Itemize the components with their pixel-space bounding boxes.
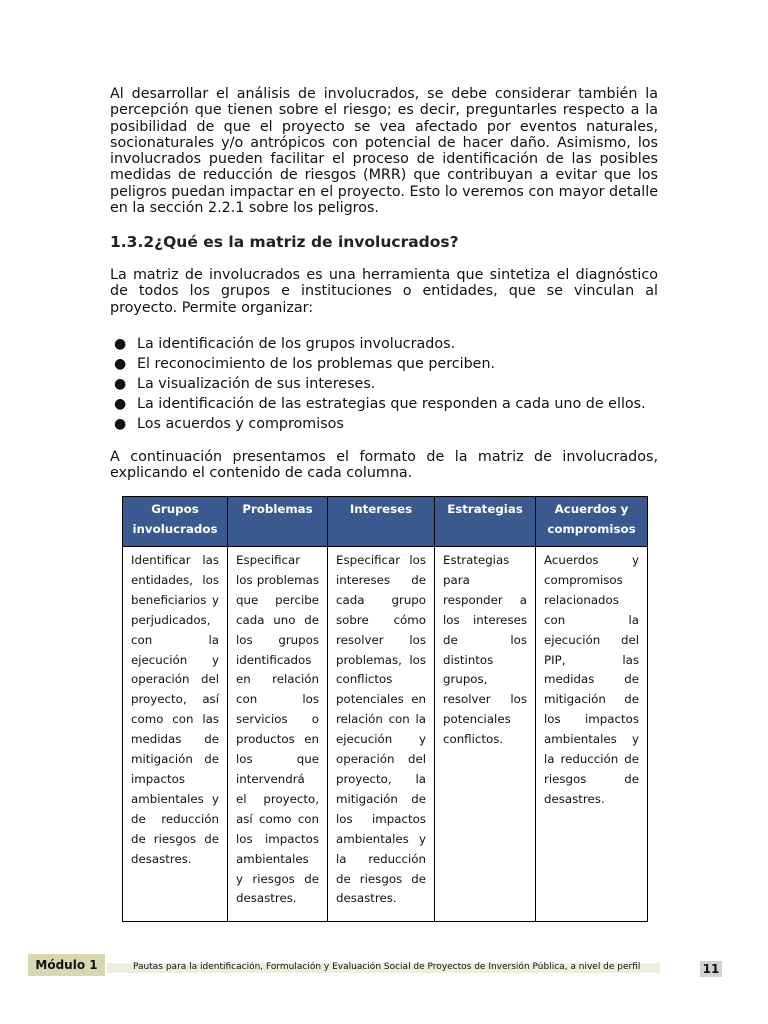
intro-paragraph: Al desarrollar el análisis de involucrados, se debe considerar también la percepción que tienen sobre el riesgo; es decir, preguntarles respecto a la posibilidad de que el proyecto se vea afectado por eventos naturales, socionaturales y/o antrópicos con potencial de hacer daño. Asimismo, los involucrados pueden facilitar el proceso de identificación de las posibles medidas de reducción de riesgos (MRR) que contribuyan a evitar que los peligros puedan impactar en el proyecto. Esto lo veremos con mayor detalle en la sección 2.2.1 sobre los peligros. [110,86,658,217]
bullet-list [110,334,670,434]
list-item [110,394,670,414]
table-cell-intereses: Especificar los intereses de cada grupo sobre cómo resolver los problemas, los conflictos potenciales en relación con la ejecución y operación del proyecto, la mitigación de los impactos ambientales y la reducción de riesgos de desastres. [328,547,435,922]
format-paragraph: A continuación presentamos el formato de la matriz de involucrados, explicando el contenido de cada columna. [110,449,658,482]
column-header-acuerdos: Acuerdos y compromisos [536,497,648,547]
section-heading: 1.3.2¿Qué es la matriz de involucrados? [110,233,459,251]
bullet-icon: ● [114,376,127,392]
list-item-text: La identificación de los grupos involucrados. [137,336,456,352]
table-cell-acuerdos: Acuerdos y compromisos relacionados con la ejecución del PIP, las medidas de mitigación de los impactos ambientales y la reducción de riesgos de desastres. [536,547,648,922]
definition-paragraph: La matriz de involucrados es una herramienta que sintetiza el diagnóstico de todos los grupos e instituciones o entidades, que se vinculan al proyecto. Permite organizar: [110,267,658,316]
bullet-icon: ● [114,356,127,372]
list-item-text: Los acuerdos y compromisos [137,416,344,432]
bullet-icon: ● [114,416,127,432]
list-item-text: La identificación de las estrategias que responden a cada uno de ellos. [137,396,646,412]
column-header-problemas: Problemas [228,497,328,547]
table-cell-estrategias: Estrategias para responder a los intereses de los distintos grupos, resolver los potenciales conflictos. [435,547,536,922]
table-header-row [123,497,648,547]
list-item-text: El reconocimiento de los problemas que perciben. [137,356,496,372]
footer-module-label: Módulo 1 [28,954,105,976]
table-row [123,547,648,922]
bullet-icon: ● [114,396,127,412]
list-item [110,374,670,394]
list-item [110,354,670,374]
list-item [110,334,670,354]
column-header-intereses: Intereses [328,497,435,547]
list-item-text: La visualización de sus intereses. [137,376,376,392]
table-cell-grupos: Identificar las entidades, los beneficiarios y perjudicados, con la ejecución y operación del proyecto, así como con las medidas de mitigación de impactos ambientales y de reducción de riesgos de desastres. [123,547,228,922]
column-header-estrategias: Estrategias [435,497,536,547]
table-cell-problemas: Especificar los problemas que percibe cada uno de los grupos identificados en relación con los servicios o productos en los que intervendrá el proyecto, así como con los impactos ambientales y riesgos de desastres. [228,547,328,922]
page-number: 11 [700,961,722,977]
bullet-icon: ● [114,336,127,352]
list-item [110,414,670,434]
footer-text: Pautas para la identificación, Formulación y Evaluación Social de Proyectos de Inversión Pública, a nivel de perfil [133,962,641,972]
stakeholder-matrix-table [122,496,648,922]
column-header-grupos: Grupos involucrados [123,497,228,547]
